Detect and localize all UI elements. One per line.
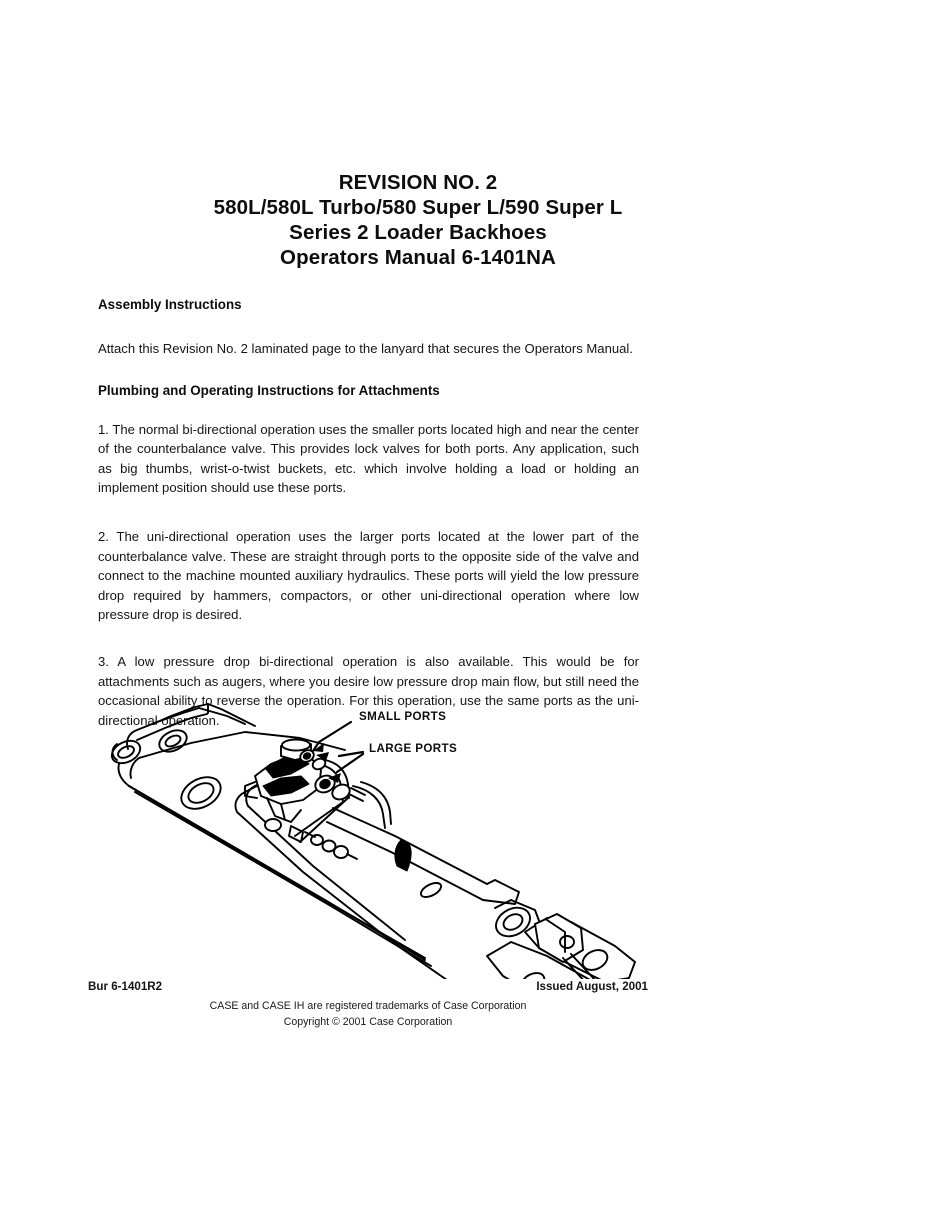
footer-trademark-notice: CASE and CASE IH are registered trademarks of Case Corporation <box>209 1000 527 1012</box>
spacer <box>98 359 639 382</box>
footer-top-row <box>88 980 648 996</box>
paragraph-2: 2. The uni-directional operation uses the larger ports located at the lower part of the counterbalance valve. These are straight through ports to the opposite side of the valve and connect to the machine mounted auxiliary hydraulics. These ports will yield the low pressure drop required by hammers, compactors, or other uni-directional operation where low pressure drop is desired. <box>98 528 639 623</box>
title-line-1: REVISION NO. 2 <box>338 171 498 194</box>
callout-label-small-ports: SMALL PORTS <box>359 710 447 723</box>
paragraph-1: 1. The normal bi-directional operation uses the smaller ports located high and near the center of the counterbalance valve. This provides lock valves for both ports. Any application, such as big thumbs, wrist-o-twist buckets, etc. which involve holding a load or holding an implement position should use these ports. <box>98 421 639 496</box>
callout-label-large-ports: LARGE PORTS <box>369 742 458 755</box>
footer-issue-date: Issued August, 2001 <box>536 980 648 993</box>
spacer <box>98 313 639 339</box>
spacer <box>98 399 639 420</box>
spacer <box>98 625 639 652</box>
title-line-3: Series 2 Loader Backhoes <box>289 221 547 244</box>
assembly-instructions-text: Attach this Revision No. 2 laminated page to the lanyard that secures the Operators Manual. <box>98 341 633 356</box>
title-line-2: 580L/580L Turbo/580 Super L/590 Super L <box>213 196 623 219</box>
document-body <box>98 296 639 730</box>
spacer <box>98 498 639 527</box>
plumbing-instructions-heading: Plumbing and Operating Instructions for Attachments <box>98 382 440 398</box>
footer-bulletin-number: Bur 6-1401R2 <box>88 980 163 993</box>
figure-dipper-arm-valve <box>95 694 670 979</box>
page-footer <box>88 980 648 1038</box>
footer-copyright-notice: Copyright © 2001 Case Corporation <box>283 1015 453 1028</box>
dipper-arm-line-art <box>95 694 670 979</box>
paragraph-3: 3. A low pressure drop bi-directional operation is also available. This would be for attachments such as augers, where you desire low pressure drop main flow, but still need the occasional ability to reverse the operation. For this operation, use the same ports as the uni-directional operation. <box>98 653 639 728</box>
title-block <box>98 170 738 270</box>
assembly-instructions-heading: Assembly Instructions <box>98 297 242 312</box>
title-line-4: Operators Manual 6-1401NA <box>280 246 556 269</box>
